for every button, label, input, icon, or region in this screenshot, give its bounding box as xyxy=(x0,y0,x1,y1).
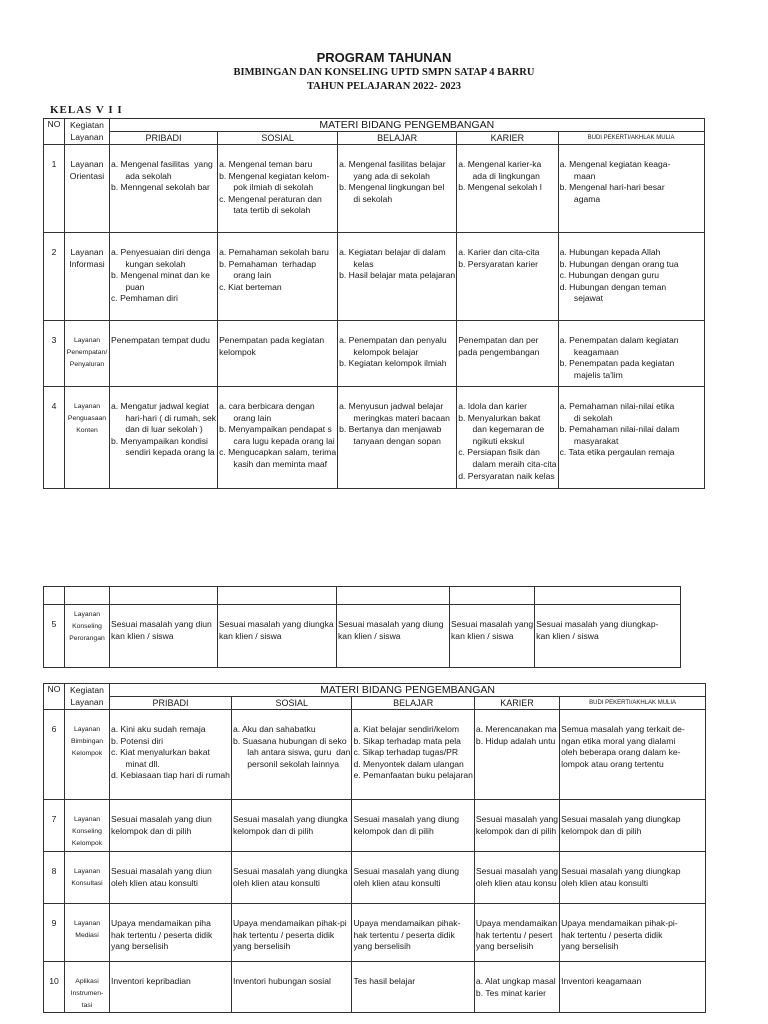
row-kegiatan: Layanan Penguasaan Konten xyxy=(65,387,110,489)
row-number: 5 xyxy=(44,605,65,668)
doc-subtitle-year: TAHUN PELAJARAN 2022- 2023 xyxy=(306,81,462,92)
table-row xyxy=(44,321,705,387)
header-pribadi: PRIBADI xyxy=(110,697,232,710)
cell-pribadi: a. Mengatur jadwal kegiat hari-hari ( di rumah, sek dan di luar sekolah ) b. Menyampaikan kondisi sendiri kepada orang la xyxy=(110,387,218,489)
header-sosial: SOSIAL xyxy=(231,697,352,710)
row-kegiatan: Layanan Konsultasi xyxy=(65,852,110,904)
header-budi-pekerti: BUDI PEKERTI/AKHLAK MULIA xyxy=(558,132,704,145)
cell-sosial: a. Pemahaman sekolah baru b. Pemahaman terhadap orang lain c. Kiat berteman xyxy=(218,233,338,321)
cell-budi: a. Mengenal kegiatan keaga- maan b. Mengenal hari-hari besar agama xyxy=(558,145,704,233)
cell-budi: Sesuai masalah yang diungkap- kan klien / siswa xyxy=(535,605,681,668)
table-row xyxy=(44,904,706,962)
program-table-1-continued xyxy=(43,586,681,668)
cell-sosial: a. Aku dan sahabatku b. Suasana hubungan di seko lah antara siswa, guru dan personil sekolah lainnya xyxy=(231,710,352,800)
cell-karier: Penempatan dan per pada pengembangan xyxy=(457,321,558,387)
program-table-1 xyxy=(43,118,705,489)
cell-karier: Sesuai masalah yang oleh klien atau konsu xyxy=(474,852,559,904)
row-kegiatan: Aplikasi Instrumen- tasi xyxy=(65,962,110,1013)
cell-karier: Upaya mendamaikan hak tertentu / pesert yang berselisih xyxy=(474,904,559,962)
cell-belajar: a. Kiat belajar sendiri/kelom b. Sikap terhadap mata pela c. Sikap terhadap tugas/PR d. Menyontek dalam ulangan e. Pemanfaatan buku pelajaran xyxy=(352,710,474,800)
cell-belajar: Tes hasil belajar xyxy=(352,962,474,1013)
cell-karier: a. Alat ungkap masal b. Tes minat karier xyxy=(474,962,559,1013)
header-budi-pekerti: BUDI PEKERTI/AKHLAK MULIA xyxy=(560,697,706,710)
program-table-2 xyxy=(43,683,706,1013)
row-number: 6 xyxy=(44,710,65,800)
cell-pribadi: a. Penyesuaian diri denga kungan sekolah b. Mengenal minat dan ke puan c. Pemhaman diri xyxy=(110,233,218,321)
cell-pribadi: a. Mengenal fasilitas yang ada sekolah b. Menngenal sekolah bar xyxy=(110,145,218,233)
row-number: 2 xyxy=(44,233,65,321)
cell-belajar: Upaya mendamaikan pihak- hak tertentu / peserta didik yang berselisih xyxy=(352,904,474,962)
header-belajar: BELAJAR xyxy=(338,132,457,145)
cell-belajar: Sesuai masalah yang diung kan klien / siswa xyxy=(337,605,450,668)
cell-pribadi: Inventori kepribadian xyxy=(110,962,232,1013)
header-no: NO xyxy=(44,684,65,710)
header-sosial: SOSIAL xyxy=(218,132,338,145)
row-number: 9 xyxy=(44,904,65,962)
cell-karier: Sesuai masalah yang kan klien / siswa xyxy=(450,605,535,668)
cell-karier: a. Merencanakan ma b. Hidup adalah untu xyxy=(474,710,559,800)
cell-sosial: a. cara berbicara dengan orang lain b. Menyampaikan pendapat s cara lugu kepada orang lai c. Mengucapkan salam, terima kasih dan meminta maaf xyxy=(218,387,338,489)
row-kegiatan: Layanan Konseling Kelompok xyxy=(65,800,110,852)
kelas-label: KELAS V I I xyxy=(50,104,123,116)
cell-budi: Sesuai masalah yang diungkap oleh klien atau konsulti xyxy=(560,852,706,904)
table-row xyxy=(44,233,705,321)
cell-belajar: a. Kegiatan belajar di dalam kelas b. Hasil belajar mata pelajaran xyxy=(338,233,457,321)
row-kegiatan: Layanan Bimbingan Kelompok xyxy=(65,710,110,800)
table-row xyxy=(44,387,705,489)
table-row xyxy=(44,962,706,1013)
cell-sosial: Sesuai masalah yang diungka oleh klien atau konsulti xyxy=(231,852,352,904)
table-row xyxy=(44,710,706,800)
header-pribadi: PRIBADI xyxy=(110,132,218,145)
header-kegiatan: Kegiatan Layanan xyxy=(65,684,110,710)
row-kegiatan: Layanan Penempatan/ Penyaluran xyxy=(65,321,110,387)
header-karier: KARIER xyxy=(474,697,559,710)
row-number: 1 xyxy=(44,145,65,233)
cell-pribadi: a. Kini aku sudah remaja b. Potensi diri c. Kiat menyalurkan bakat minat dll. d. Kebiasaan tiap hari di rumah xyxy=(110,710,232,800)
row-kegiatan: Layanan Konseling Perorangan xyxy=(65,605,110,668)
cell-pribadi: Penempatan tempat dudu xyxy=(110,321,218,387)
cell-karier: a. Karier dan cita-cita b. Persyaratan karier xyxy=(457,233,558,321)
row-kegiatan: Layanan Mediasi xyxy=(65,904,110,962)
row-number: 3 xyxy=(44,321,65,387)
doc-title: PROGRAM TAHUNAN xyxy=(316,50,452,65)
row-number: 4 xyxy=(44,387,65,489)
table-row xyxy=(44,605,681,668)
cell-pribadi: Sesuai masalah yang diun oleh klien atau konsulti xyxy=(110,852,232,904)
cell-budi: Upaya mendamaikan pihak-pi- hak tertentu / peserta didik yang berselisih xyxy=(560,904,706,962)
header-kegiatan: Kegiatan Layanan xyxy=(65,119,110,145)
header-no: NO xyxy=(44,119,65,145)
cell-pribadi: Sesuai masalah yang diun kelompok dan di pilih xyxy=(110,800,232,852)
cell-budi: a. Pemahaman nilai-nilai etika di sekolah b. Pemahaman nilai-nilai dalam masyarakat c. Tata etika pergaulan remaja xyxy=(558,387,704,489)
row-kegiatan: Layanan Informasi xyxy=(65,233,110,321)
doc-subtitle-school: BIMBINGAN DAN KONSELING UPTD SMPN SATAP 4 BARRU xyxy=(233,67,535,78)
header-materi: MATERI BIDANG PENGEMBANGAN xyxy=(110,119,705,132)
cell-sosial: a. Mengenal teman baru b. Mengenal kegiatan kelom- pok ilmiah di sekolah c. Mengenal peraturan dan tata tertib di sekolah xyxy=(218,145,338,233)
table-row xyxy=(44,800,706,852)
cell-budi: a. Penempatan dalam kegiatan keagamaan b. Penempatan pada kegiatan majelis ta'lim xyxy=(558,321,704,387)
cell-pribadi: Sesuai masalah yang diun kan klien / siswa xyxy=(110,605,218,668)
cell-budi: Semua masalah yang terkait de- ngan etika moral yang dialami oleh beberapa orang dalam ke- lompok atau orang tertentu xyxy=(560,710,706,800)
header-materi: MATERI BIDANG PENGEMBANGAN xyxy=(110,684,706,697)
cell-karier: a. Idola dan karier b. Menyalurkan bakat dan kegemaran de ngikuti ekskul c. Persiapan fisik dan dalam meraih cita-cita d. Persyaratan naik kelas xyxy=(457,387,558,489)
cell-belajar: a. Penempatan dan penyalu kelompok belajar b. Kegiatan kelompok ilmiah xyxy=(338,321,457,387)
cell-sosial: Inventori hubungan sosial xyxy=(231,962,352,1013)
row-number: 7 xyxy=(44,800,65,852)
cell-budi: a. Hubungan kepada Allah b. Hubungan dengan orang tua c. Hubungan dengan guru d. Hubungan dengan teman sejawat xyxy=(558,233,704,321)
cell-belajar: a. Mengenal fasilitas belajar yang ada di sekolah b. Mengenal lingkungan bel di sekolah xyxy=(338,145,457,233)
cell-sosial: Upaya mendamaikan pihak-pi hak tertentu / peserta didik yang berselisih xyxy=(231,904,352,962)
cell-sosial: Penempatan pada kegiatan kelompok xyxy=(218,321,338,387)
table-row xyxy=(44,852,706,904)
row-number: 8 xyxy=(44,852,65,904)
table-row xyxy=(44,145,705,233)
cell-belajar: a. Menyusun jadwal belajar meringkas materi bacaan b. Bertanya dan menjawab tanyaan dengan sopan xyxy=(338,387,457,489)
cell-belajar: Sesuai masalah yang diung kelompok dan di pilih xyxy=(352,800,474,852)
cell-karier: Sesuai masalah yang kelompok dan di pilih xyxy=(474,800,559,852)
cell-sosial: Sesuai masalah yang diungka kan klien / siswa xyxy=(218,605,337,668)
cell-pribadi: Upaya mendamaikan piha hak tertentu / peserta didik yang berselisih xyxy=(110,904,232,962)
row-number: 10 xyxy=(44,962,65,1013)
header-belajar: BELAJAR xyxy=(352,697,474,710)
cell-sosial: Sesuai masalah yang diungka kelompok dan di pilih xyxy=(231,800,352,852)
row-kegiatan: Layanan Orientasi xyxy=(65,145,110,233)
header-karier: KARIER xyxy=(457,132,558,145)
cell-belajar: Sesuai masalah yang diung oleh klien atau konsulti xyxy=(352,852,474,904)
cell-budi: Inventori keagamaan xyxy=(560,962,706,1013)
cell-karier: a. Mengenal karier-ka ada di lingkungan b. Mengenal sekolah l xyxy=(457,145,558,233)
cell-budi: Sesuai masalah yang diungkap kelompok dan di pilih xyxy=(560,800,706,852)
